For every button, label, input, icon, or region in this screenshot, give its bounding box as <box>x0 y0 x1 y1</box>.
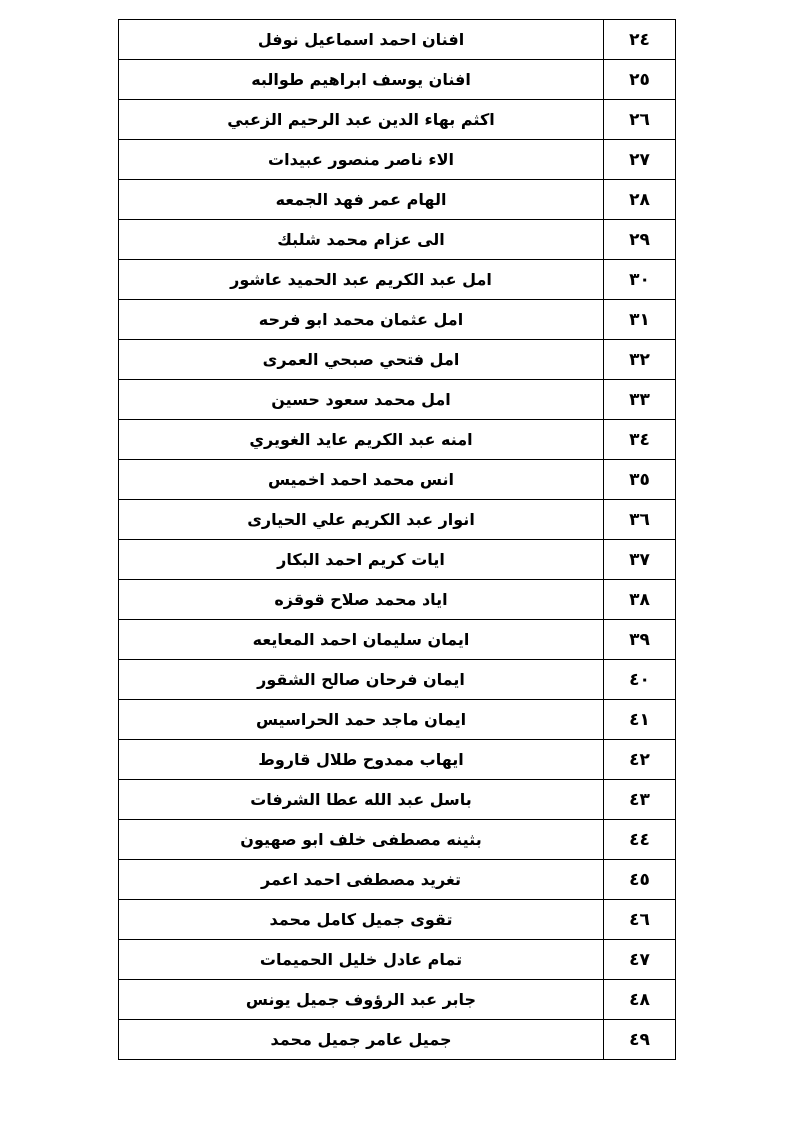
table-row <box>119 20 676 60</box>
table-row <box>119 500 676 540</box>
table-row <box>119 540 676 580</box>
row-number: ٤١ <box>604 700 676 740</box>
student-name: ايمان ماجد حمد الحراسيس <box>119 700 604 740</box>
row-number: ٣٥ <box>604 460 676 500</box>
row-number: ٣٣ <box>604 380 676 420</box>
student-name: امل عبد الكريم عبد الحميد عاشور <box>119 260 604 300</box>
table-row <box>119 620 676 660</box>
student-name: افنان احمد اسماعيل نوفل <box>119 20 604 60</box>
student-name: انوار عبد الكريم علي الحيارى <box>119 500 604 540</box>
student-name: انس محمد احمد اخميس <box>119 460 604 500</box>
row-number: ٣٤ <box>604 420 676 460</box>
row-number: ٣٢ <box>604 340 676 380</box>
student-name: الاء ناصر منصور عبيدات <box>119 140 604 180</box>
student-name: ايمان فرحان صالح الشقور <box>119 660 604 700</box>
student-name: ايمان سليمان احمد المعايعه <box>119 620 604 660</box>
table-row <box>119 820 676 860</box>
row-number: ٢٨ <box>604 180 676 220</box>
row-number: ٤٨ <box>604 980 676 1020</box>
student-name: ايات كريم احمد البكار <box>119 540 604 580</box>
row-number: ٣٧ <box>604 540 676 580</box>
student-name: ايهاب ممدوح طلال قاروط <box>119 740 604 780</box>
table-row <box>119 140 676 180</box>
student-name: جميل عامر جميل محمد <box>119 1020 604 1060</box>
student-name: افنان يوسف ابراهيم طوالبه <box>119 60 604 100</box>
table-row <box>119 980 676 1020</box>
table-row <box>119 660 676 700</box>
table-row <box>119 860 676 900</box>
student-name: الهام عمر فهد الجمعه <box>119 180 604 220</box>
student-name: جابر عبد الرؤوف جميل يونس <box>119 980 604 1020</box>
table-row <box>119 740 676 780</box>
table-row <box>119 460 676 500</box>
table-row <box>119 700 676 740</box>
student-name: اياد محمد صلاح قوقزه <box>119 580 604 620</box>
row-number: ٢٤ <box>604 20 676 60</box>
table-row <box>119 1020 676 1060</box>
table-row <box>119 180 676 220</box>
row-number: ٢٦ <box>604 100 676 140</box>
student-name: امل محمد سعود حسين <box>119 380 604 420</box>
names-table-body <box>119 20 676 1060</box>
table-row <box>119 220 676 260</box>
student-name: تغريد مصطفى احمد اعمر <box>119 860 604 900</box>
student-name: امل فتحي صبحي العمرى <box>119 340 604 380</box>
student-name: باسل عبد الله عطا الشرفات <box>119 780 604 820</box>
table-row <box>119 940 676 980</box>
row-number: ٣٦ <box>604 500 676 540</box>
student-name: امل عثمان محمد ابو فرحه <box>119 300 604 340</box>
row-number: ٢٧ <box>604 140 676 180</box>
row-number: ٣١ <box>604 300 676 340</box>
table-row <box>119 300 676 340</box>
row-number: ٤٢ <box>604 740 676 780</box>
student-name: تقوى جميل كامل محمد <box>119 900 604 940</box>
table-row <box>119 420 676 460</box>
student-name: بثينه مصطفى خلف ابو صهيون <box>119 820 604 860</box>
row-number: ٤٩ <box>604 1020 676 1060</box>
student-name: امنه عبد الكريم عايد الغويري <box>119 420 604 460</box>
table-row <box>119 580 676 620</box>
row-number: ٤٥ <box>604 860 676 900</box>
table-row <box>119 60 676 100</box>
row-number: ٤٧ <box>604 940 676 980</box>
row-number: ٣٠ <box>604 260 676 300</box>
names-table <box>118 19 676 1060</box>
row-number: ٣٨ <box>604 580 676 620</box>
table-row <box>119 340 676 380</box>
table-row <box>119 380 676 420</box>
student-name: الى عزام محمد شلبك <box>119 220 604 260</box>
row-number: ٤٣ <box>604 780 676 820</box>
row-number: ٤٤ <box>604 820 676 860</box>
table-row <box>119 100 676 140</box>
table-row <box>119 780 676 820</box>
row-number: ٢٩ <box>604 220 676 260</box>
student-name: اكثم بهاء الدين عبد الرحيم الزعبي <box>119 100 604 140</box>
row-number: ٣٩ <box>604 620 676 660</box>
row-number: ٤٠ <box>604 660 676 700</box>
table-row <box>119 260 676 300</box>
row-number: ٢٥ <box>604 60 676 100</box>
table-row <box>119 900 676 940</box>
student-name: تمام عادل خليل الحميمات <box>119 940 604 980</box>
row-number: ٤٦ <box>604 900 676 940</box>
